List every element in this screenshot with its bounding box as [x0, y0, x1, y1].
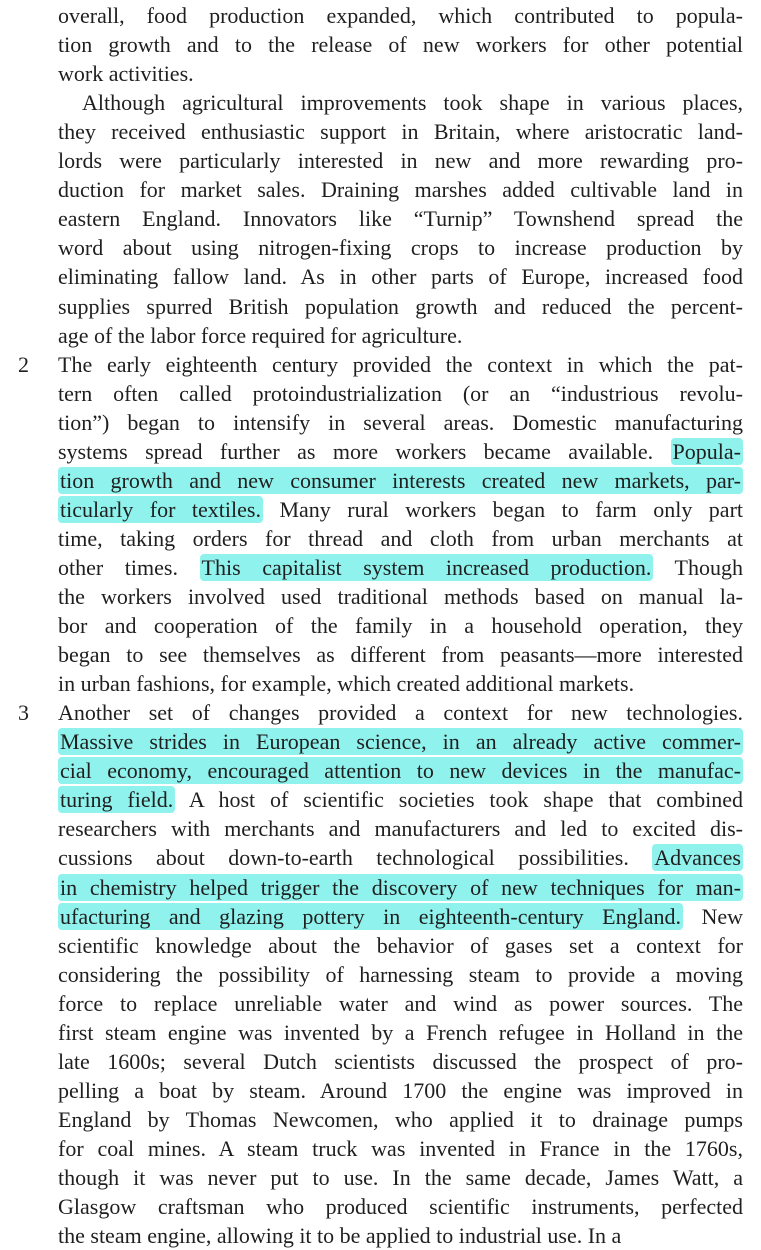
text-segment: began to see themselves as different from peasants—more interested [58, 642, 743, 668]
text-segment: first steam engine was invented by a French refugee in Holland in the [58, 1019, 743, 1045]
text-segment: New [682, 903, 744, 929]
text-line [58, 204, 743, 233]
text-segment: supplies spurred British population growth and reduced the percent- [58, 293, 743, 319]
text-segment: for coal mines. A steam truck was invented in France in the 1760s, [58, 1135, 743, 1161]
text-line [58, 117, 743, 146]
text-line [58, 1047, 743, 1076]
text-line [58, 1018, 743, 1047]
text-line [58, 814, 743, 843]
text-line [58, 146, 743, 175]
text-segment: tion”) began to intensify in several areas. Domestic manufacturing [58, 409, 743, 435]
text-segment: England by Thomas Newcomen, who applied it to drainage pumps [58, 1106, 743, 1132]
text-line [58, 30, 743, 59]
text-segment: lords were particularly interested in new and more rewarding pro- [58, 148, 743, 174]
highlighted-text: Popula- [672, 438, 741, 464]
text-segment: considering the possibility of harnessing steam to provide a moving [58, 961, 743, 987]
text-segment: word about using nitrogen-fixing crops to increase production by [58, 235, 743, 261]
text-line [58, 727, 743, 756]
text-segment: tern often called protoindustrialization (or an “industrious revolu- [58, 380, 743, 406]
text-segment: systems spread further as more workers became available. [58, 438, 671, 464]
highlighted-text: ufacturing and glazing pottery in eighteenth-century England. [60, 903, 681, 929]
highlighted-text: ticularly for textiles. [60, 496, 261, 522]
text-segment: the workers involved used traditional methods based on manual la- [58, 584, 743, 609]
text-line [58, 175, 743, 204]
text-line [58, 785, 743, 814]
text-segment: force to replace unreliable water and wind as power sources. The [58, 990, 743, 1016]
text-segment: time, taking orders for thread and cloth from urban merchants at [58, 525, 743, 551]
highlighted-text: turing field. [60, 787, 174, 813]
text-segment: though it was never put to use. In the same decade, James Watt, a [58, 1165, 743, 1190]
paragraph-number: 3 [18, 700, 29, 726]
text-line [58, 408, 743, 437]
text-segment: pelling a boat by steam. Around 1700 the engine was improved in [58, 1077, 743, 1103]
text-segment: work activities. [58, 61, 194, 87]
text-segment: in urban fashions, for example, which created additional markets. [58, 671, 635, 697]
text-line [58, 262, 743, 291]
text-line [58, 1, 743, 30]
text-segment: duction for market sales. Draining marshes added cultivable land in [58, 177, 743, 203]
text-segment: Though [653, 554, 743, 580]
text-line [58, 350, 743, 379]
text-line [58, 1192, 743, 1221]
text-line [58, 495, 743, 524]
text-segment: The early eighteenth century provided the context in which the pat- [58, 351, 743, 377]
text-line [58, 582, 743, 611]
text-line [82, 88, 743, 117]
text-segment: tion growth and to the release of new workers for other potential [58, 32, 743, 58]
highlighted-text: cial economy, encouraged attention to new devices in the manufac- [60, 758, 741, 784]
text-segment: researchers with merchants and manufacturers and led to excited dis- [58, 816, 743, 842]
text-line [58, 843, 743, 872]
text-line [58, 1105, 743, 1134]
text-segment: Another set of changes provided a context for new technologies. [58, 700, 743, 726]
text-segment: scientific knowledge about the behavior of gases set a context for [58, 932, 743, 958]
text-segment: late 1600s; several Dutch scientists discussed the prospect of pro- [58, 1048, 743, 1074]
text-segment: the steam engine, allowing it to be applied to industrial use. In a [58, 1223, 622, 1249]
text-line [58, 437, 743, 466]
highlighted-text: in chemistry helped trigger the discovery of new techniques for man- [60, 874, 741, 900]
highlighted-text: Massive strides in European science, in an already active commer- [60, 729, 741, 755]
text-segment: Many rural workers began to farm only part [262, 496, 744, 522]
text-line [58, 1134, 743, 1163]
text-segment: eastern England. Innovators like “Turnip” Townshend spread the [58, 206, 743, 232]
text-line [58, 640, 743, 669]
text-line [58, 873, 743, 902]
text-line [58, 321, 743, 350]
text-segment: other times. [58, 554, 200, 580]
text-line [58, 1163, 743, 1192]
text-segment: cussions about down-to-earth technological possibilities. [58, 845, 653, 871]
text-line [58, 233, 743, 262]
text-line [58, 292, 743, 321]
paragraph-number: 2 [18, 351, 29, 377]
text-segment: A host of scientific societies took shape that combined [175, 787, 743, 813]
text-line [58, 553, 743, 582]
highlighted-text: Advances [654, 845, 741, 871]
text-segment: age of the labor force required for agriculture. [58, 322, 463, 348]
text-segment: bor and cooperation of the family in a household operation, they [58, 613, 743, 639]
text-line [58, 379, 743, 408]
text-line [58, 698, 743, 727]
text-segment: eliminating fallow land. As in other parts of Europe, increased food [58, 264, 743, 290]
text-line [58, 466, 743, 495]
text-line [58, 989, 743, 1018]
text-line [58, 59, 743, 88]
text-line [58, 931, 743, 960]
text-segment: overall, food production expanded, which contributed to popula- [58, 3, 743, 28]
highlighted-text: This capitalist system increased production. [201, 554, 652, 580]
text-segment: Glasgow craftsman who produced scientific instruments, perfected [58, 1194, 743, 1220]
text-segment: Although agricultural improvements took shape in various places, [82, 90, 743, 116]
text-line [58, 611, 743, 640]
text-segment: they received enthusiastic support in Britain, where aristocratic land- [58, 119, 743, 145]
text-line [58, 524, 743, 553]
text-line [58, 902, 743, 931]
text-line [58, 960, 743, 989]
text-line [58, 1221, 743, 1250]
text-line [58, 669, 743, 698]
text-line [58, 756, 743, 785]
text-line [58, 1076, 743, 1105]
highlighted-text: tion growth and new consumer interests created new markets, par- [60, 467, 741, 493]
